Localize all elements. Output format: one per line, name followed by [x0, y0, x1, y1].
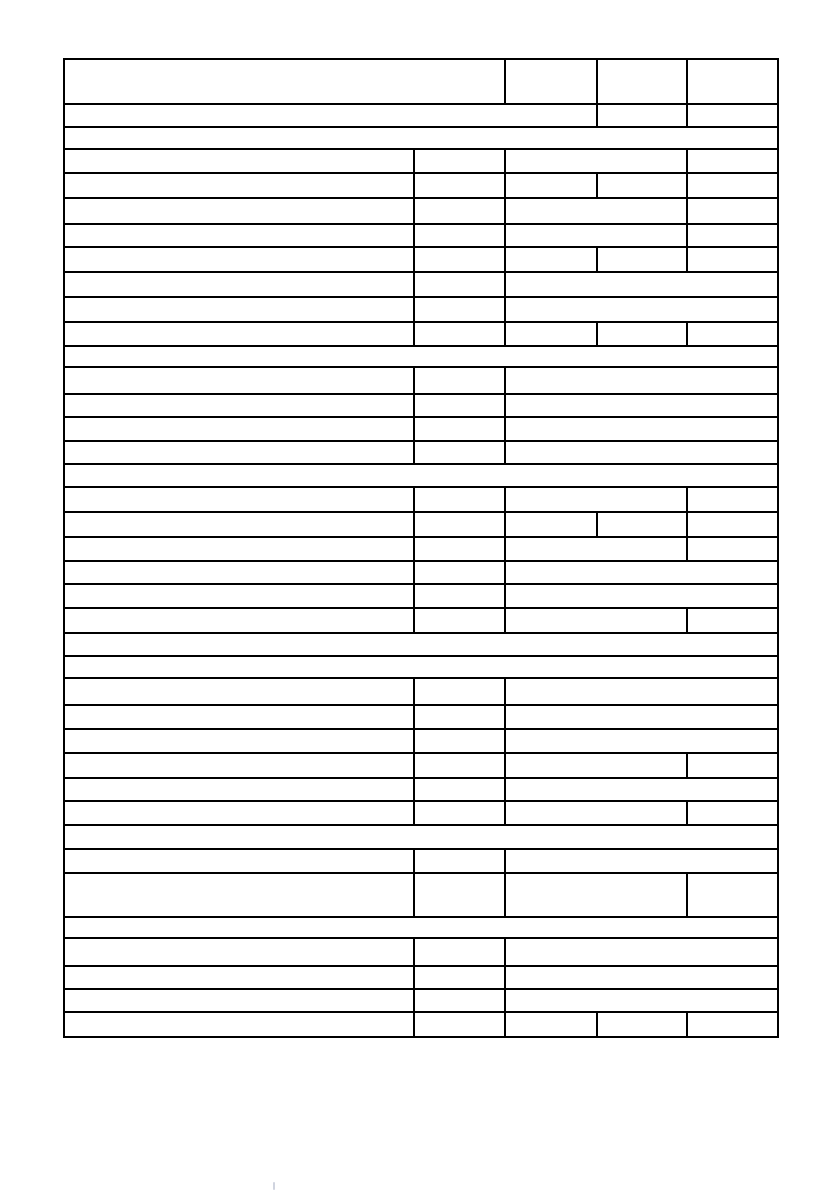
table-cell — [414, 367, 505, 394]
table-cell — [64, 678, 414, 705]
table-cell — [64, 938, 414, 966]
table-row — [64, 127, 778, 149]
table-row — [64, 346, 778, 367]
table-row — [64, 104, 778, 127]
table-cell — [64, 149, 414, 173]
table-cell — [414, 729, 505, 753]
table-row — [64, 224, 778, 247]
table-cell — [505, 173, 597, 198]
table-cell — [64, 917, 778, 938]
table-cell — [505, 678, 778, 705]
table-cell — [414, 678, 505, 705]
table-row — [64, 367, 778, 394]
table-cell — [414, 149, 505, 173]
table-cell — [505, 537, 687, 561]
table-cell — [414, 753, 505, 778]
table-row — [64, 966, 778, 989]
table-cell — [687, 801, 778, 825]
table-cell — [64, 561, 414, 584]
table-cell — [64, 656, 778, 678]
table-cell — [505, 417, 778, 441]
table-cell — [414, 989, 505, 1012]
table-row — [64, 778, 778, 801]
table-cell — [505, 297, 778, 322]
table-cell — [505, 989, 778, 1012]
table-cell — [687, 512, 778, 537]
scan-artifact-tick — [273, 1182, 275, 1190]
table-row — [64, 537, 778, 561]
table-cell — [505, 938, 778, 966]
table-cell — [64, 173, 414, 198]
table-cell — [414, 801, 505, 825]
table-cell — [505, 487, 687, 512]
table-cell — [687, 198, 778, 224]
table-cell — [687, 1012, 778, 1037]
table-row — [64, 512, 778, 537]
table-cell — [64, 873, 414, 917]
table-cell — [687, 753, 778, 778]
table-cell — [505, 729, 778, 753]
table-cell — [597, 247, 687, 272]
table-cell — [597, 173, 687, 198]
table-cell — [64, 825, 778, 849]
table-cell — [414, 1012, 505, 1037]
table-cell — [64, 367, 414, 394]
table-cell — [64, 584, 414, 608]
table-cell — [505, 584, 778, 608]
table-row — [64, 173, 778, 198]
table-cell — [505, 561, 778, 584]
table-cell — [64, 297, 414, 322]
table-cell — [414, 297, 505, 322]
table-row — [64, 938, 778, 966]
table-cell — [414, 537, 505, 561]
table-cell — [597, 104, 687, 127]
table-cell — [64, 346, 778, 367]
table-row — [64, 584, 778, 608]
table-cell — [414, 322, 505, 346]
table-row — [64, 464, 778, 487]
table-cell — [505, 394, 778, 417]
table-cell — [64, 608, 414, 633]
table-cell — [687, 173, 778, 198]
table-cell — [64, 753, 414, 778]
table-cell — [687, 104, 778, 127]
table-cell — [505, 778, 778, 801]
table-cell — [505, 367, 778, 394]
table-row — [64, 633, 778, 656]
table-cell — [414, 608, 505, 633]
table-cell — [687, 537, 778, 561]
table-cell — [505, 224, 687, 247]
table-cell — [414, 873, 505, 917]
table-cell — [414, 417, 505, 441]
table-cell — [414, 512, 505, 537]
table-row — [64, 322, 778, 346]
table-cell — [597, 1012, 687, 1037]
table-cell — [687, 487, 778, 512]
table-cell — [687, 149, 778, 173]
table-cell — [64, 104, 597, 127]
table-cell — [64, 1012, 414, 1037]
table-cell — [64, 441, 414, 464]
table-cell — [64, 989, 414, 1012]
table-row — [64, 849, 778, 873]
table-cell — [505, 753, 687, 778]
table-cell — [505, 198, 687, 224]
table-cell — [414, 938, 505, 966]
blank-form-table — [63, 58, 779, 1038]
table-row — [64, 297, 778, 322]
table-cell — [64, 705, 414, 729]
table-cell — [64, 966, 414, 989]
table-cell — [414, 224, 505, 247]
table-row — [64, 561, 778, 584]
table-cell — [687, 224, 778, 247]
table-cell — [505, 873, 687, 917]
table-cell — [64, 59, 505, 104]
table-row — [64, 801, 778, 825]
table-row — [64, 873, 778, 917]
table-cell — [414, 247, 505, 272]
table-row — [64, 678, 778, 705]
table-cell — [64, 778, 414, 801]
table-row — [64, 59, 778, 104]
table-cell — [414, 272, 505, 297]
table-cell — [64, 801, 414, 825]
table-row — [64, 247, 778, 272]
table-row — [64, 989, 778, 1012]
table-row — [64, 1012, 778, 1037]
table-cell — [414, 849, 505, 873]
table-cell — [505, 247, 597, 272]
table-row — [64, 487, 778, 512]
table-cell — [64, 224, 414, 247]
table-cell — [687, 59, 778, 104]
table-cell — [505, 441, 778, 464]
table-row — [64, 825, 778, 849]
table-cell — [64, 417, 414, 441]
table-cell — [505, 705, 778, 729]
table-cell — [64, 512, 414, 537]
table-cell — [64, 633, 778, 656]
table-cell — [687, 322, 778, 346]
table-row — [64, 198, 778, 224]
table-row — [64, 729, 778, 753]
table-cell — [64, 464, 778, 487]
table-cell — [414, 198, 505, 224]
table-cell — [687, 247, 778, 272]
table-cell — [505, 322, 597, 346]
table-row — [64, 608, 778, 633]
table-cell — [64, 394, 414, 417]
table-body — [64, 59, 778, 1037]
table-cell — [414, 394, 505, 417]
table-cell — [505, 512, 597, 537]
table-row — [64, 417, 778, 441]
table-row — [64, 394, 778, 417]
table-row — [64, 753, 778, 778]
table-cell — [505, 149, 687, 173]
table-cell — [597, 59, 687, 104]
table-cell — [64, 127, 778, 149]
table-row — [64, 149, 778, 173]
table-cell — [505, 849, 778, 873]
table-cell — [505, 966, 778, 989]
table-cell — [414, 561, 505, 584]
table-cell — [505, 801, 687, 825]
table-row — [64, 656, 778, 678]
table-row — [64, 272, 778, 297]
table-cell — [687, 608, 778, 633]
table-cell — [597, 512, 687, 537]
table-cell — [64, 322, 414, 346]
table-cell — [414, 705, 505, 729]
table-cell — [64, 198, 414, 224]
table-row — [64, 917, 778, 938]
table-cell — [414, 441, 505, 464]
table-cell — [414, 487, 505, 512]
table-cell — [505, 272, 778, 297]
table-cell — [505, 59, 597, 104]
table-row — [64, 441, 778, 464]
table-cell — [64, 729, 414, 753]
table-cell — [597, 322, 687, 346]
table-cell — [64, 247, 414, 272]
table-cell — [64, 272, 414, 297]
table-cell — [64, 487, 414, 512]
table-cell — [687, 873, 778, 917]
table-cell — [64, 537, 414, 561]
table-cell — [414, 173, 505, 198]
table-cell — [64, 849, 414, 873]
table-cell — [414, 778, 505, 801]
table-cell — [505, 1012, 597, 1037]
table-cell — [414, 966, 505, 989]
table-cell — [414, 584, 505, 608]
table-cell — [505, 608, 687, 633]
table-row — [64, 705, 778, 729]
